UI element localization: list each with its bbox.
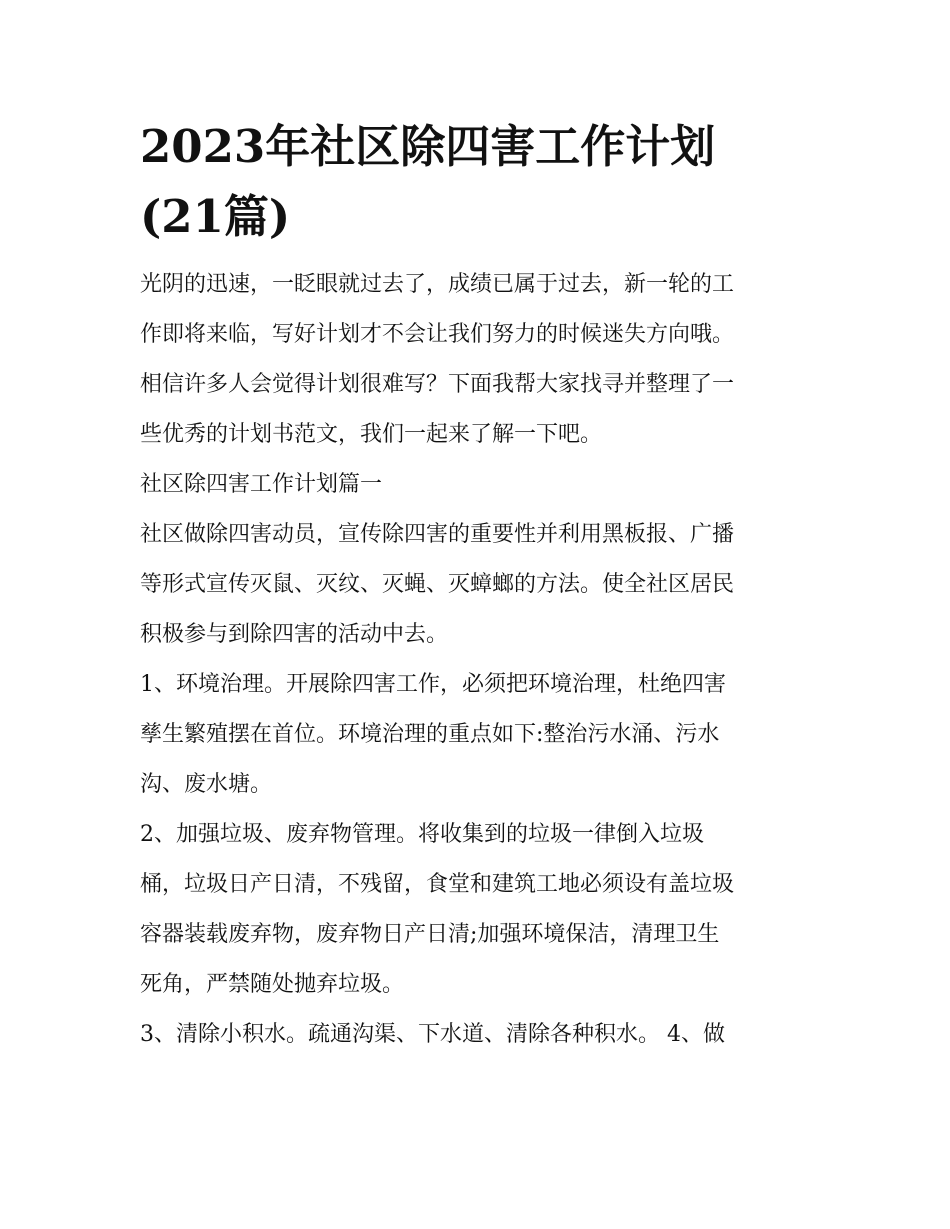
text-line: 社区除四害工作计划篇一 <box>140 472 383 497</box>
title-line-1: 2023年社区除四害工作计划 <box>140 120 716 173</box>
text-line: 死角，严禁随处抛弃垃圾。 <box>140 972 405 997</box>
intro-paragraph <box>140 260 820 460</box>
text-line: 3、清除小积水。疏通沟渠、下水道、清除各种积水。 4、做 <box>140 1022 725 1047</box>
text-line: 孳生繁殖摆在首位。环境治理的重点如下:整治污水涌、污水 <box>140 722 720 747</box>
text-line: 社区做除四害动员，宣传除四害的重要性并利用黑板报、广播 <box>140 522 735 547</box>
section-heading <box>140 460 820 510</box>
text-line: 1、环境治理。开展除四害工作，必须把环境治理，杜绝四害 <box>140 672 726 697</box>
item-3-paragraph <box>140 1010 820 1060</box>
text-line: 桶，垃圾日产日清，不残留，食堂和建筑工地必须设有盖垃圾 <box>140 872 735 897</box>
text-line: 等形式宣传灭鼠、灭纹、灭蝇、灭蟑螂的方法。使全社区居民 <box>140 572 735 597</box>
text-line: 积极参与到除四害的活动中去。 <box>140 622 449 647</box>
text-line: 光阴的迅速，一眨眼就过去了，成绩已属于过去，新一轮的工 <box>140 272 735 297</box>
text-line: 些优秀的计划书范文，我们一起来了解一下吧。 <box>140 422 603 447</box>
document-page <box>140 112 820 1060</box>
mobilization-paragraph <box>140 510 820 660</box>
document-title <box>140 112 820 252</box>
text-line: 相信许多人会觉得计划很难写？下面我帮大家找寻并整理了一 <box>140 372 735 397</box>
item-1-paragraph <box>140 660 820 810</box>
text-line: 作即将来临，写好计划才不会让我们努力的时候迷失方向哦。 <box>140 322 735 347</box>
item-2-paragraph <box>140 810 820 1010</box>
title-line-2: (21篇) <box>140 190 291 243</box>
text-line: 沟、废水塘。 <box>140 772 273 797</box>
text-line: 2、加强垃圾、废弃物管理。将收集到的垃圾一律倒入垃圾 <box>140 822 704 847</box>
text-line: 容器装载废弃物，废弃物日产日清;加强环境保洁，清理卫生 <box>140 922 720 947</box>
